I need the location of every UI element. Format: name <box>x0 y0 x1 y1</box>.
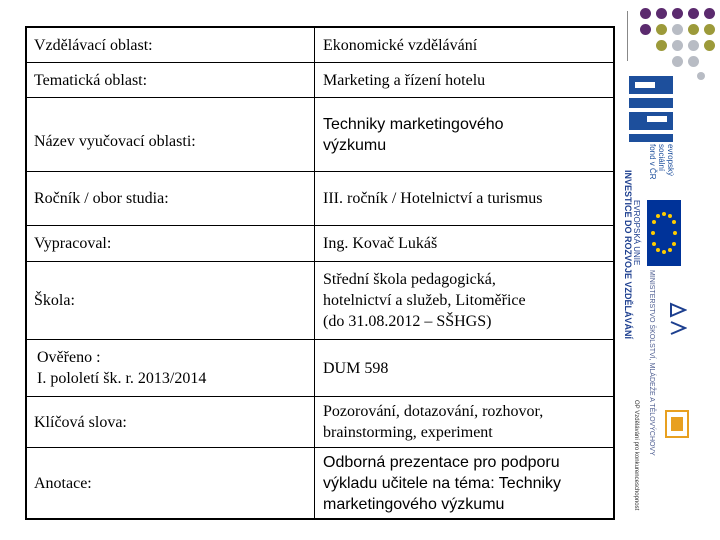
msmt-logo-icon <box>669 300 687 340</box>
dot-icon <box>640 8 651 19</box>
table-row <box>27 340 613 397</box>
dot-icon <box>656 40 667 51</box>
op-logo-icon <box>665 410 689 438</box>
row-label: Anotace: <box>27 448 315 518</box>
table-row <box>27 98 613 172</box>
investice-text: INVESTICE DO ROZVOJE VZDĚLÁVÁNÍ <box>623 170 633 340</box>
dot-icon <box>688 24 699 35</box>
msmt-logo <box>669 300 687 340</box>
row-value <box>315 98 613 171</box>
value-line: výzkumu <box>323 136 387 154</box>
value-line: brainstorming, experiment <box>323 424 493 441</box>
eu-text: EVROPSKÁ UNIE <box>632 200 641 266</box>
logo-strip <box>617 70 720 540</box>
table-row <box>27 63 613 98</box>
table-row <box>27 262 613 340</box>
row-label: Název vyučovací oblasti: <box>27 98 315 171</box>
value-line: (do 31.08.2012 – SŠHGS) <box>323 313 492 330</box>
value-line: marketingového výzkumu <box>323 495 505 513</box>
table-row <box>27 448 613 518</box>
value-line: výkladu učitele na téma: Techniky <box>323 474 562 492</box>
dot-icon <box>704 8 715 19</box>
dot-icon <box>688 56 699 67</box>
value-line: Techniky marketingového <box>323 115 504 133</box>
row-label: Tematická oblast: <box>27 63 315 97</box>
eu-flag <box>647 200 681 266</box>
row-label: Vzdělávací oblast: <box>27 28 315 62</box>
dot-icon <box>640 24 651 35</box>
value-line: Střední škola pedagogická, <box>323 271 496 288</box>
row-label: Klíčová slova: <box>27 397 315 447</box>
dot-icon <box>672 8 683 19</box>
dot-icon <box>688 40 699 51</box>
table-row <box>27 226 613 262</box>
row-value <box>315 262 613 339</box>
table-row <box>27 397 613 448</box>
msmt-text: MINISTERSTVO ŠKOLSTVÍ, MLÁDEŽE A TĚLOVÝCHOVY <box>648 270 655 456</box>
eu-stars-icon <box>647 200 681 266</box>
row-label: Škola: <box>27 262 315 339</box>
dot-icon <box>672 24 683 35</box>
op-logo <box>665 410 689 438</box>
table-row <box>27 172 613 226</box>
value-line: hotelnictví a služeb, Litoměřice <box>323 292 526 309</box>
dot-icon <box>704 24 715 35</box>
table-row <box>27 28 613 63</box>
divider-line <box>627 11 628 61</box>
row-value: Ing. Kovač Lukáš <box>323 235 438 252</box>
row-value <box>315 397 613 447</box>
label-line: I. pololetí šk. r. 2013/2014 <box>37 370 207 387</box>
dot-icon <box>656 24 667 35</box>
label-line: Ověřeno : <box>37 349 101 366</box>
row-value: Ekonomické vzdělávání <box>323 36 478 54</box>
row-value <box>315 448 613 518</box>
dot-icon <box>704 40 715 51</box>
op-text: OP Vzdělávání pro konkurenceschopnost <box>633 400 639 511</box>
row-value: DUM 598 <box>323 359 389 377</box>
dot-icon <box>688 8 699 19</box>
row-label: Ročník / obor studia: <box>27 172 315 225</box>
value-line: Odborná prezentace pro podporu <box>323 453 560 471</box>
esf-subtitle: evropský sociální fond v ČR <box>648 144 675 180</box>
row-value: Marketing a řízení hotelu <box>323 71 486 89</box>
metadata-table <box>25 26 615 520</box>
row-label: Vypracoval: <box>27 226 315 261</box>
dot-icon <box>672 40 683 51</box>
row-value: III. ročník / Hotelnictví a turismus <box>323 190 543 207</box>
value-line: Pozorování, dotazování, rozhovor, <box>323 403 544 420</box>
dot-icon <box>672 56 683 67</box>
dot-icon <box>656 8 667 19</box>
row-label <box>27 340 315 396</box>
